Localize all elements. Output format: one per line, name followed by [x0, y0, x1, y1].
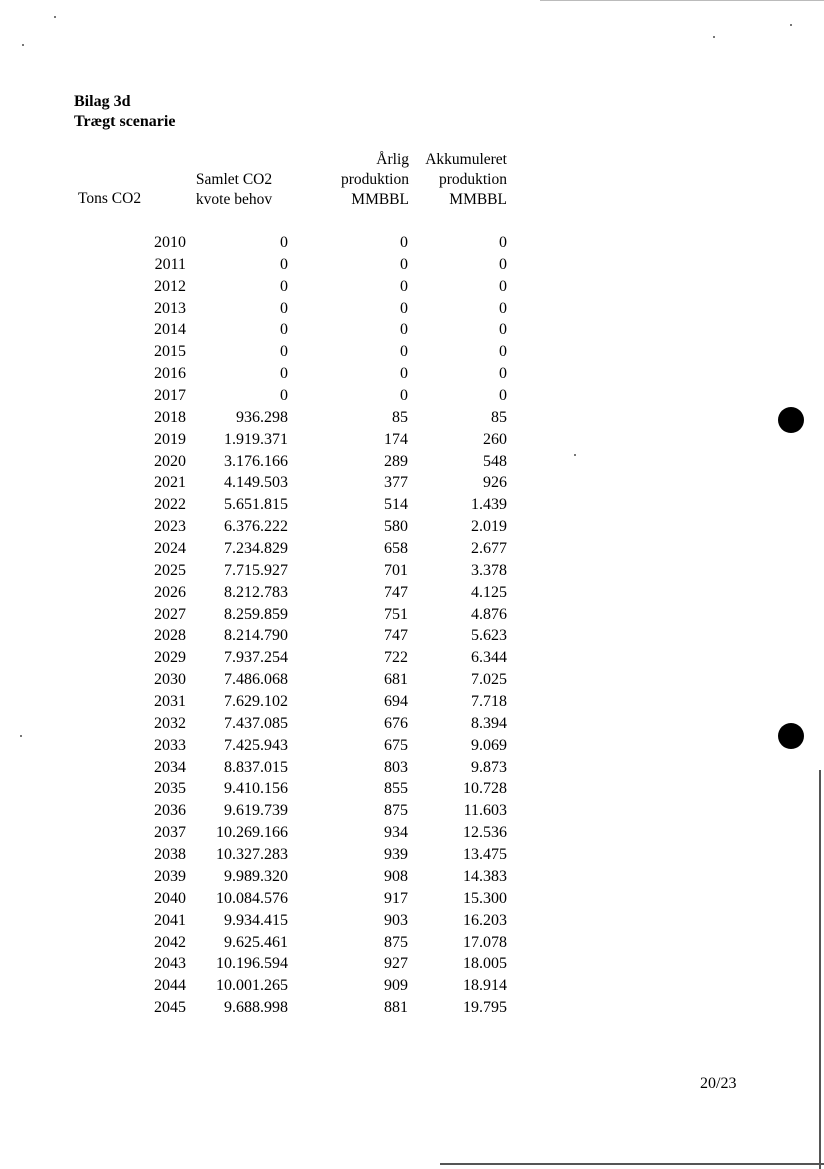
cell-year: 2014	[154, 321, 186, 339]
cell-co2-quota: 7.715.927	[224, 561, 288, 579]
cell-cumulative-production: 9.069	[471, 736, 507, 754]
cell-cumulative-production: 16.203	[463, 911, 507, 929]
cell-co2-quota: 9.619.739	[224, 802, 288, 820]
cell-co2-quota: 0	[280, 387, 288, 405]
cell-co2-quota: 0	[280, 255, 288, 273]
cell-annual-production: 658	[384, 540, 408, 558]
column-header-line: Samlet CO2	[195, 171, 273, 188]
cell-year: 2022	[154, 496, 186, 514]
scan-speck	[713, 36, 715, 38]
table-row	[0, 822, 824, 844]
cell-cumulative-production: 10.728	[463, 780, 507, 798]
table-row	[0, 254, 824, 276]
cell-annual-production: 701	[384, 561, 408, 579]
cell-co2-quota: 0	[280, 234, 288, 251]
cell-cumulative-production: 548	[483, 452, 507, 470]
cell-annual-production: 289	[384, 452, 408, 470]
scan-edge-line	[819, 770, 821, 1169]
cell-co2-quota: 7.425.943	[224, 736, 288, 754]
cell-cumulative-production: 4.876	[471, 605, 507, 623]
cell-annual-production: 855	[384, 780, 408, 798]
cell-cumulative-production: 0	[499, 234, 507, 251]
document-subtitle: Trægt scenarie	[74, 113, 176, 130]
column-header-line: kvote behov	[195, 191, 273, 208]
column-header-line: produktion	[340, 171, 409, 188]
cell-year: 2038	[154, 846, 186, 864]
cell-year: 2034	[154, 758, 186, 776]
cell-co2-quota: 8.212.783	[224, 583, 288, 601]
cell-annual-production: 681	[384, 671, 408, 689]
cell-year: 2037	[154, 824, 186, 842]
table-row	[0, 298, 824, 320]
document-heading	[74, 92, 175, 132]
cell-year: 2013	[154, 299, 186, 317]
cell-annual-production: 174	[384, 430, 408, 448]
cell-year: 2041	[154, 911, 186, 929]
cell-annual-production: 85	[392, 408, 408, 426]
cell-year: 2020	[154, 452, 186, 470]
table-row	[0, 975, 824, 997]
column-header-line: Tons CO2	[78, 190, 142, 207]
cell-co2-quota: 10.327.283	[216, 846, 288, 864]
cell-year: 2017	[154, 387, 186, 405]
table-row	[0, 472, 824, 494]
table-row	[0, 910, 824, 932]
scan-edge-line	[440, 1163, 824, 1165]
table-row	[0, 604, 824, 626]
cell-annual-production: 377	[384, 474, 408, 492]
cell-cumulative-production: 0	[499, 255, 507, 273]
cell-co2-quota: 10.001.265	[216, 977, 288, 995]
cell-annual-production: 909	[384, 977, 408, 995]
cell-annual-production: 751	[384, 605, 408, 623]
cell-cumulative-production: 0	[499, 343, 507, 361]
cell-annual-production: 939	[384, 846, 408, 864]
table-row	[0, 319, 824, 341]
cell-cumulative-production: 7.718	[471, 693, 507, 711]
cell-year: 2031	[154, 693, 186, 711]
cell-cumulative-production: 0	[499, 299, 507, 317]
cell-cumulative-production: 0	[499, 365, 507, 383]
scan-speck	[22, 44, 24, 46]
table-row	[0, 997, 824, 1019]
table-row	[0, 866, 824, 888]
cell-annual-production: 0	[400, 255, 408, 273]
cell-year: 2040	[154, 889, 186, 907]
cell-cumulative-production: 17.078	[463, 933, 507, 951]
cell-year: 2010	[154, 234, 186, 251]
table-row	[0, 888, 824, 910]
cell-annual-production: 917	[384, 889, 408, 907]
cell-co2-quota: 9.934.415	[224, 911, 288, 929]
cell-co2-quota: 0	[280, 321, 288, 339]
table-row	[0, 494, 824, 516]
column-header-line: MMBBL	[449, 191, 507, 208]
cell-co2-quota: 10.084.576	[216, 889, 288, 907]
cell-cumulative-production: 5.623	[471, 627, 507, 645]
cell-co2-quota: 4.149.503	[224, 474, 288, 492]
cell-co2-quota: 10.196.594	[216, 955, 288, 973]
cell-annual-production: 580	[384, 518, 408, 536]
cell-year: 2027	[154, 605, 186, 623]
cell-year: 2012	[154, 277, 186, 295]
binder-hole-mark	[778, 407, 804, 433]
cell-year: 2026	[154, 583, 186, 601]
cell-cumulative-production: 2.019	[471, 518, 507, 536]
scan-speck	[54, 16, 56, 18]
table-row	[0, 385, 824, 407]
table-row	[0, 953, 824, 975]
cell-year: 2028	[154, 627, 186, 645]
cell-co2-quota: 8.837.015	[224, 758, 288, 776]
cell-annual-production: 747	[384, 627, 408, 645]
cell-year: 2018	[154, 408, 186, 426]
cell-cumulative-production: 7.025	[471, 671, 507, 689]
column-header-annual-production	[310, 150, 409, 210]
cell-cumulative-production: 260	[483, 430, 507, 448]
cell-annual-production: 934	[384, 824, 408, 842]
cell-annual-production: 747	[384, 583, 408, 601]
cell-year: 2039	[154, 867, 186, 885]
cell-co2-quota: 8.214.790	[224, 627, 288, 645]
cell-year: 2019	[154, 430, 186, 448]
column-header-year	[78, 189, 141, 209]
table-row	[0, 625, 824, 647]
cell-annual-production: 0	[400, 365, 408, 383]
cell-annual-production: 0	[400, 321, 408, 339]
binder-hole-mark	[778, 723, 804, 749]
cell-cumulative-production: 4.125	[471, 583, 507, 601]
cell-cumulative-production: 2.677	[471, 540, 507, 558]
cell-year: 2042	[154, 933, 186, 951]
cell-annual-production: 0	[400, 343, 408, 361]
cell-year: 2024	[154, 540, 186, 558]
cell-co2-quota: 1.919.371	[224, 430, 288, 448]
table-row	[0, 516, 824, 538]
cell-annual-production: 903	[384, 911, 408, 929]
cell-cumulative-production: 15.300	[463, 889, 507, 907]
table-row	[0, 429, 824, 451]
cell-year: 2045	[154, 999, 186, 1017]
cell-co2-quota: 0	[280, 343, 288, 361]
cell-year: 2016	[154, 365, 186, 383]
cell-annual-production: 722	[384, 649, 408, 667]
cell-co2-quota: 9.688.998	[224, 999, 288, 1017]
cell-co2-quota: 8.259.859	[224, 605, 288, 623]
cell-co2-quota: 7.937.254	[224, 649, 288, 667]
cell-co2-quota: 0	[280, 277, 288, 295]
cell-year: 2032	[154, 714, 186, 732]
table-row	[0, 407, 824, 429]
column-header-line: Akkumuleret	[425, 151, 507, 168]
table-row	[0, 778, 824, 800]
cell-annual-production: 514	[384, 496, 408, 514]
cell-co2-quota: 7.629.102	[224, 693, 288, 711]
cell-co2-quota: 936.298	[236, 408, 288, 426]
cell-cumulative-production: 19.795	[463, 999, 507, 1017]
cell-cumulative-production: 18.914	[463, 977, 507, 995]
cell-cumulative-production: 1.439	[471, 496, 507, 514]
column-header-co2-quota	[180, 170, 288, 210]
cell-cumulative-production: 0	[499, 387, 507, 405]
cell-annual-production: 875	[384, 933, 408, 951]
table-row	[0, 844, 824, 866]
table-row	[0, 669, 824, 691]
cell-year: 2023	[154, 518, 186, 536]
page-number: 20/23	[700, 1075, 737, 1092]
cell-co2-quota: 0	[280, 299, 288, 317]
cell-year: 2015	[154, 343, 186, 361]
cell-annual-production: 0	[400, 277, 408, 295]
cell-year: 2043	[154, 955, 186, 973]
column-header-cumulative-production	[410, 150, 507, 210]
cell-annual-production: 0	[400, 234, 408, 251]
table-row	[0, 582, 824, 604]
table-row	[0, 932, 824, 954]
cell-year: 2035	[154, 780, 186, 798]
cell-annual-production: 694	[384, 693, 408, 711]
cell-co2-quota: 0	[280, 365, 288, 383]
cell-year: 2025	[154, 561, 186, 579]
table-row	[0, 451, 824, 473]
cell-annual-production: 927	[384, 955, 408, 973]
cell-co2-quota: 3.176.166	[224, 452, 288, 470]
scan-edge-line	[540, 0, 824, 1]
table-row	[0, 713, 824, 735]
cell-cumulative-production: 3.378	[471, 561, 507, 579]
cell-year: 2030	[154, 671, 186, 689]
cell-annual-production: 875	[384, 802, 408, 820]
table-row	[0, 757, 824, 779]
cell-co2-quota: 7.234.829	[224, 540, 288, 558]
scan-speck	[790, 24, 792, 26]
cell-year: 2029	[154, 649, 186, 667]
column-header-line: Årlig	[376, 151, 409, 168]
scan-speck	[574, 454, 576, 456]
cell-co2-quota: 10.269.166	[216, 824, 288, 842]
column-header-line: MMBBL	[351, 191, 409, 208]
cell-year: 2033	[154, 736, 186, 754]
cell-co2-quota: 9.989.320	[224, 867, 288, 885]
table-row	[0, 647, 824, 669]
cell-cumulative-production: 0	[499, 321, 507, 339]
cell-cumulative-production: 14.383	[463, 867, 507, 885]
table-row	[0, 691, 824, 713]
cell-year: 2036	[154, 802, 186, 820]
table-row	[0, 800, 824, 822]
cell-annual-production: 0	[400, 299, 408, 317]
cell-cumulative-production: 11.603	[463, 802, 507, 820]
cell-cumulative-production: 926	[483, 474, 507, 492]
cell-co2-quota: 7.486.068	[224, 671, 288, 689]
cell-co2-quota: 9.625.461	[224, 933, 288, 951]
cell-cumulative-production: 13.475	[463, 846, 507, 864]
cell-cumulative-production: 0	[499, 277, 507, 295]
cell-annual-production: 0	[400, 387, 408, 405]
cell-annual-production: 803	[384, 758, 408, 776]
cell-annual-production: 676	[384, 714, 408, 732]
cell-annual-production: 908	[384, 867, 408, 885]
cell-cumulative-production: 85	[491, 408, 507, 426]
cell-year: 2011	[154, 255, 186, 273]
cell-year: 2044	[154, 977, 186, 995]
cell-cumulative-production: 18.005	[463, 955, 507, 973]
table-row	[0, 276, 824, 298]
scan-speck	[20, 735, 22, 737]
table-row	[0, 341, 824, 363]
table-row	[0, 735, 824, 757]
document-title: Bilag 3d	[74, 93, 131, 110]
cell-co2-quota: 7.437.085	[224, 714, 288, 732]
cell-annual-production: 675	[384, 736, 408, 754]
table-row	[0, 363, 824, 385]
table-row	[0, 538, 824, 560]
cell-cumulative-production: 8.394	[471, 714, 507, 732]
cell-co2-quota: 6.376.222	[224, 518, 288, 536]
table-row	[0, 560, 824, 582]
cell-cumulative-production: 9.873	[471, 758, 507, 776]
cell-co2-quota: 5.651.815	[224, 496, 288, 514]
cell-year: 2021	[154, 474, 186, 492]
cell-cumulative-production: 12.536	[463, 824, 507, 842]
cell-co2-quota: 9.410.156	[224, 780, 288, 798]
cell-cumulative-production: 6.344	[471, 649, 507, 667]
production-table	[0, 232, 824, 1019]
table-row	[0, 232, 824, 254]
column-header-line: produktion	[438, 171, 507, 188]
cell-annual-production: 881	[384, 999, 408, 1017]
